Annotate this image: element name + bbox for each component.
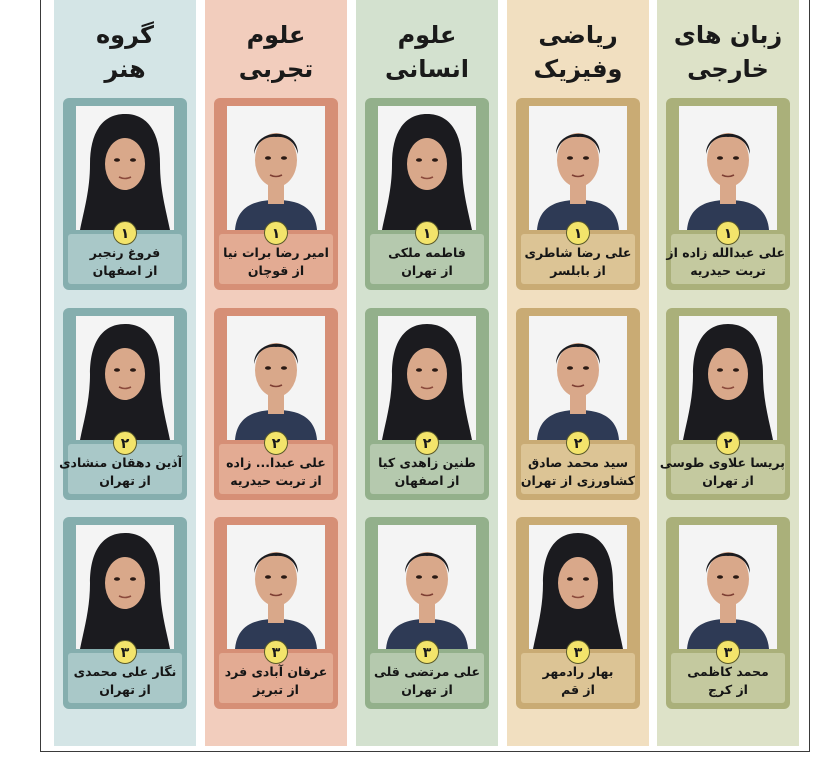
- student-photo: [679, 525, 777, 649]
- column-heading-line: وفیزیک: [533, 55, 623, 83]
- student-card: [365, 308, 489, 500]
- rank-badge: ۱: [264, 221, 288, 245]
- rank-badge: ۲: [716, 431, 740, 455]
- student-photo: [529, 316, 627, 440]
- student-name: بهار رادمهر: [542, 664, 614, 679]
- column-heading: [356, 18, 498, 86]
- student-city: از قم: [561, 682, 595, 697]
- column-heading-line: زبان های: [673, 21, 783, 49]
- student-name: محمد کاظمی: [687, 664, 769, 679]
- student-city: از کرج: [708, 682, 748, 697]
- student-card: [214, 517, 338, 709]
- column-heading-line: هنر: [104, 55, 146, 83]
- student-city: از قوچان: [247, 263, 305, 278]
- rank-badge: ۳: [716, 640, 740, 664]
- student-name: فروغ رنجبر: [89, 245, 161, 260]
- student-photo: [76, 525, 174, 649]
- student-card: [666, 517, 790, 709]
- column-heading-line: ریاضی: [538, 21, 618, 49]
- student-city: از اصفهان: [394, 473, 460, 488]
- student-photo: [529, 106, 627, 230]
- student-name: علی رضا شاطری: [524, 245, 632, 260]
- student-name: آذین دهقان منشادی: [59, 455, 182, 470]
- student-city: از تهران: [702, 473, 754, 488]
- student-name: سید محمد صادق: [527, 455, 629, 470]
- column-heading-line: علوم: [397, 21, 457, 49]
- rank-badge: ۲: [264, 431, 288, 455]
- student-card: [516, 98, 640, 290]
- student-card: [516, 308, 640, 500]
- rank-badge: ۳: [415, 640, 439, 664]
- column-heading-line: گروه: [96, 21, 154, 49]
- column-heading-line: انسانی: [385, 55, 469, 83]
- column-4: [205, 0, 347, 746]
- column-heading: [205, 18, 347, 86]
- student-city: تربت حیدریه: [690, 263, 766, 278]
- student-name: نگار علی محمدی: [73, 664, 177, 679]
- student-name: طنین زاهدی کیا: [378, 455, 476, 470]
- column-1: [657, 0, 799, 746]
- student-photo: [227, 316, 325, 440]
- student-card: [214, 98, 338, 290]
- rank-badge: ۳: [264, 640, 288, 664]
- student-card: [659, 308, 790, 500]
- student-city: از تربت حیدریه: [230, 473, 322, 488]
- student-city: از اصفهان: [92, 263, 158, 278]
- student-city: از تهران: [99, 473, 151, 488]
- student-card: [59, 308, 187, 500]
- student-city: از تهران: [99, 682, 151, 697]
- student-city: از تهران: [401, 263, 453, 278]
- rank-badge: ۲: [566, 431, 590, 455]
- rank-badge: ۱: [113, 221, 137, 245]
- rank-badge: ۲: [113, 431, 137, 455]
- student-name: علی مرتضی قلی: [373, 664, 481, 679]
- student-card: [365, 98, 489, 290]
- student-photo: [76, 316, 174, 440]
- student-city: از تبریز: [253, 682, 299, 697]
- student-photo: [679, 106, 777, 230]
- column-heading: [54, 18, 196, 86]
- student-photo: [76, 106, 174, 230]
- rank-badge: ۳: [113, 640, 137, 664]
- column-heading-line: تجربی: [238, 55, 314, 83]
- student-name: امیر رضا برات نیا: [223, 245, 329, 260]
- column-heading: [657, 18, 799, 86]
- student-card: [666, 98, 790, 290]
- rank-badge: ۲: [415, 431, 439, 455]
- student-photo: [227, 106, 325, 230]
- student-photo: [679, 316, 777, 440]
- column-heading-line: خارجی: [687, 55, 769, 83]
- student-name: پریسا علاوی طوسی: [659, 455, 785, 470]
- rank-badge: ۳: [566, 640, 590, 664]
- student-city: از بابلسر: [550, 263, 606, 278]
- student-name: علی عبدا... زاده: [226, 455, 326, 470]
- student-name: عرفان آبادی فرد: [224, 664, 328, 679]
- rank-badge: ۱: [716, 221, 740, 245]
- student-photo: [378, 525, 476, 649]
- student-card: [214, 308, 338, 500]
- student-photo: [529, 525, 627, 649]
- column-2: [507, 0, 649, 746]
- student-card: [63, 98, 187, 290]
- column-3: [356, 0, 498, 746]
- student-photo: [227, 525, 325, 649]
- student-card: [63, 517, 187, 709]
- column-heading-line: علوم: [246, 21, 306, 49]
- column-heading: [507, 18, 649, 86]
- student-card: [365, 517, 489, 709]
- student-photo: [378, 316, 476, 440]
- student-city: از تهران: [401, 682, 453, 697]
- student-name: علی عبدالله زاده از: [666, 245, 785, 260]
- rank-badge: ۱: [415, 221, 439, 245]
- student-card: [516, 517, 640, 709]
- student-photo: [378, 106, 476, 230]
- student-city: کشاورزی از تهران: [520, 473, 635, 488]
- column-5: [54, 0, 196, 746]
- student-name: فاطمه ملکی: [388, 245, 466, 260]
- rank-badge: ۱: [566, 221, 590, 245]
